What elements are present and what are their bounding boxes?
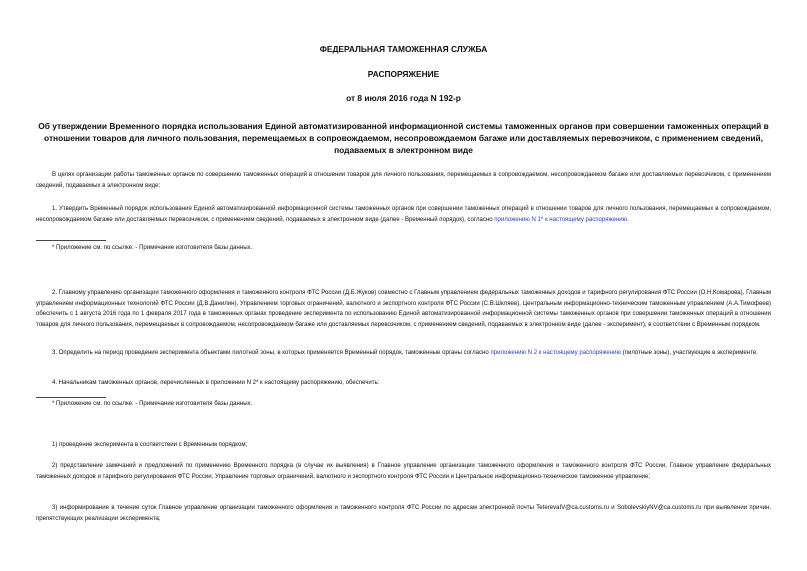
subparagraph-1: 1) проведение эксперимента в соответствии с Временным порядком; [52,442,248,448]
paragraph-1 [36,204,771,225]
paragraph-3-text: 3. Определить на период проведения эксперимента объектами пилотной зоны, в которых применяется Временный порядок, таможенные органы согласно [52,350,491,356]
footnote-1: * Приложение см. по ссылке. - Примечание изготовителя базы данных. [52,245,253,251]
paragraph-4: 4. Начальникам таможенных органов, перечисленных в приложении N 2* к настоящему распоряжению, обеспечить: [52,380,380,386]
paragraph-3-end: (пилотные зоны), участвующие в эксперименте. [620,350,758,356]
document-title: Об утверждении Временного порядка использования Единой автоматизированной информационной системы таможенных органов при совершении таможенных операций в отношении товаров для личного пользования, перемещаемых в сопровождаемом, несопровождаемом багаже или доставляемых перевозчиком, с применением сведений, подаваемых в электронном виде [38,121,769,155]
paragraph-intro: В целях организации работы таможенных органов по совершению таможенных операций в отношении товаров для личного пользования, перемещаемых в сопровождаемом, несопровождаемом багаже или доставляемых перевозчиком, с применением сведений, подаваемых в электронном виде: [36,172,771,189]
subparagraph-2: 2) представление замечаний и предложений по применению Временного порядка (в случае их выявления) в Главное управление организации таможенного оформления и таможенного контроля ФТС России, Главное управление федеральных таможенных доходов и тарифного регулирования ФТС России, Управление торговых ограничений, валютного и экспортного контроля ФТС России и Центральное информационно-техническое таможенное управление; [36,463,771,480]
agency-name: ФЕДЕРАЛЬНАЯ ТАМОЖЕННАЯ СЛУЖБА [319,44,488,54]
paragraph-2: 2. Главному управлению организации таможенного оформления и таможенного контроля ФТС России (Д.Б.Жуков) совместно с Главным управлением федеральных таможенных доходов и тарифного регулирования ФТС России (О.Н.Комарова), Главным управлением информационных технологий ФТС России (Д.В.Данилин), Управлением торговых ограничений, валютного и экспортного контроля ФТС России (С.В.Шкляев), Центральным информационно-техническим таможенным управлением (А.А.Тимофеев) обеспечить с 1 августа 2016 года по 1 февраля 2017 года в таможенных органах проведение эксперимента по использованию Единой автоматизированной информационной системы таможенных органов при совершении таможенных операций в отношении товаров для личного пользования, перемещаемых в сопровождаемом, несопровождаемом багаже или доставляемых перевозчиком, с применением сведений, подаваемых в электронном виде (далее - эксперимент), в соответствии с Временным порядком. [36,290,771,328]
paragraph-1-text: 1. Утвердить Временный порядок использования Единой автоматизированной информационной системы таможенных органов при совершении таможенных операций в отношении товаров для личного пользования, перемещаемых в сопровождаемом, несопровождаемом багаже или доставляемых перевозчиком, с применением сведений, подаваемых в электронном виде (далее - Временный порядок), согласно [36,206,771,223]
document-date-number: от 8 июля 2016 года N 192-р [346,93,461,103]
paragraph-3 [36,348,771,359]
appendix-1-link[interactable]: приложению N 1* к настоящему распоряжению [494,216,628,223]
paragraph-1-end: . [627,216,629,223]
footnote-divider-1 [36,240,106,241]
appendix-2-link[interactable]: приложению N 2 к настоящему распоряжению [490,350,621,356]
footnote-divider-2 [36,397,106,398]
subparagraph-3: 3) информирование в течение суток Главное управление организации таможенного оформления и таможенного контроля ФТС России по адресам электронной почты TeterevaIV@ca.customs.ru и SobolevskiyNV@ca.customs.ru при выявлении причин, препятствующих реализации эксперимента; [36,505,771,522]
document-type: РАСПОРЯЖЕНИЕ [367,69,440,79]
footnote-2: * Приложение см. по ссылке. - Примечание изготовителя базы данных. [52,401,253,407]
